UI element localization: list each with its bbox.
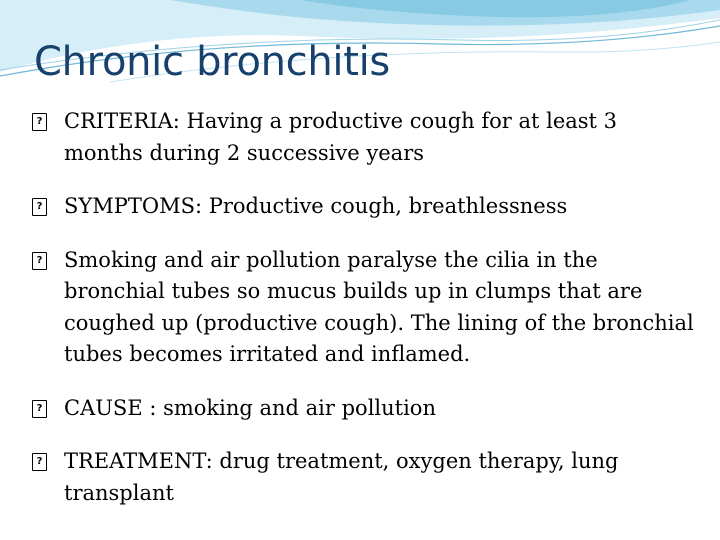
slide-title: Chronic bronchitis <box>34 39 390 85</box>
missing-glyph-icon: ? <box>32 113 47 131</box>
bullet-symptoms <box>30 191 700 223</box>
bullet-treatment <box>30 446 700 509</box>
bullet-list <box>30 106 700 531</box>
bullet-mechanism <box>30 245 700 371</box>
bullet-text: TREATMENT: drug treatment, oxygen therapy, lung transplant <box>64 449 619 505</box>
bullet-text: CRITERIA: Having a productive cough for at least 3 months during 2 successive years <box>64 109 618 165</box>
bullet-text: SYMPTOMS: Productive cough, breathlessness <box>64 194 568 218</box>
missing-glyph-icon: ? <box>32 252 47 270</box>
bullet-criteria <box>30 106 700 169</box>
bullet-text: CAUSE : smoking and air pollution <box>64 395 436 420</box>
missing-glyph-icon: ? <box>32 400 47 418</box>
missing-glyph-icon: ? <box>32 453 47 471</box>
bullet-cause <box>30 393 700 425</box>
missing-glyph-icon: ? <box>32 198 47 216</box>
bullet-text: Smoking and air pollution paralyse the cilia in the bronchial tubes so mucus builds up in clumps that are coughed up (productive cough). The lining of the bronchial tubes becomes irritated and inflamed. <box>64 247 694 366</box>
